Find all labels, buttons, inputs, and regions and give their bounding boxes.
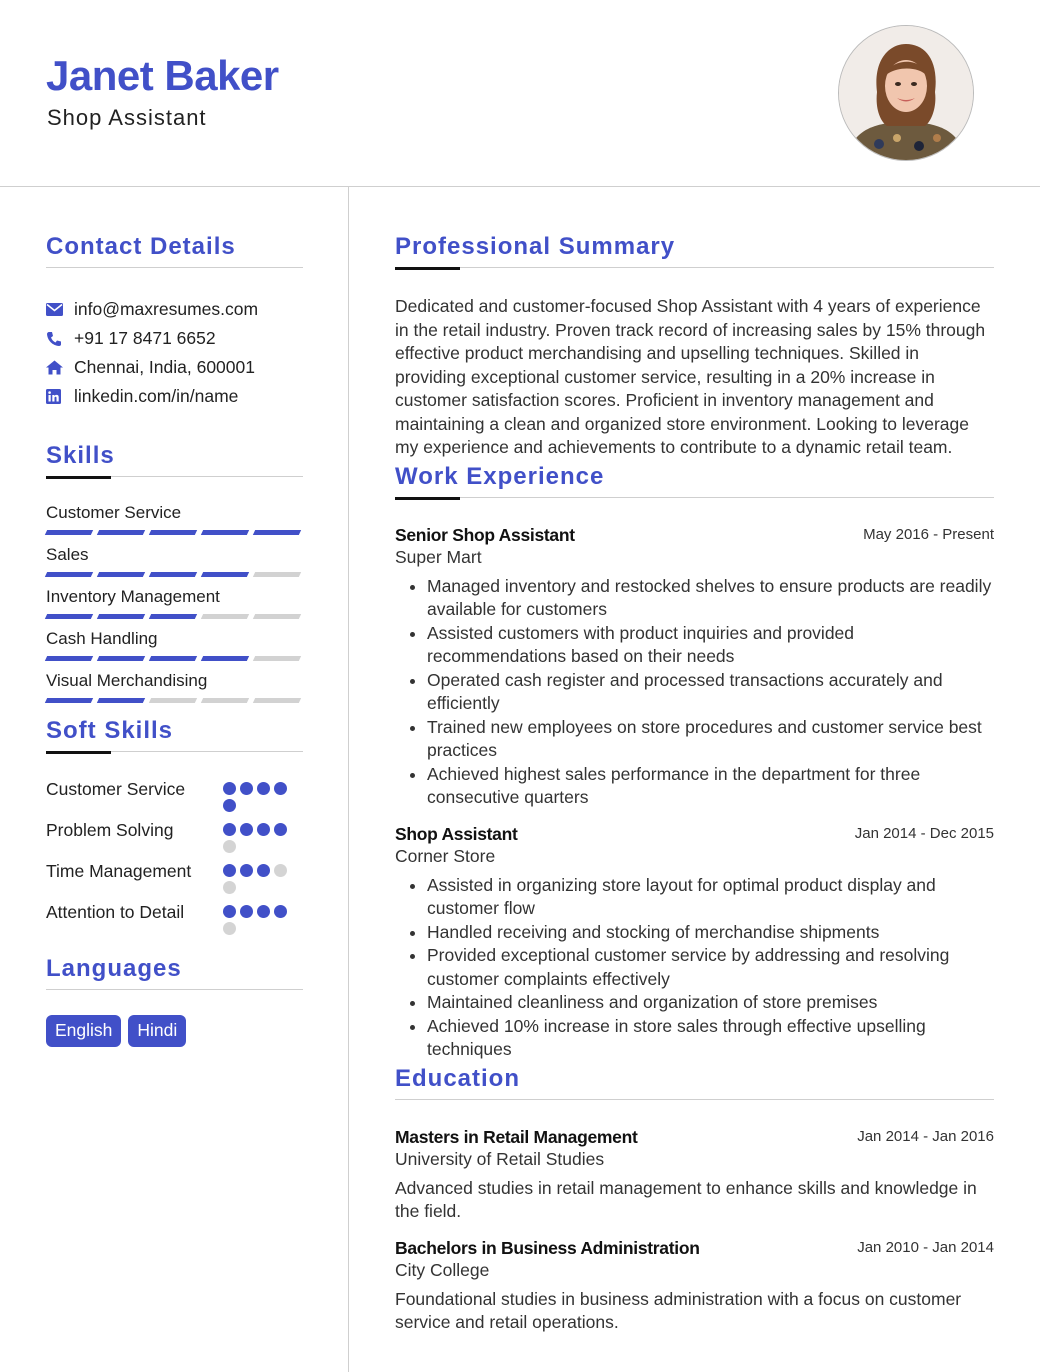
- skill-name: Customer Service: [46, 503, 182, 522]
- rating-segment-filled: [201, 572, 249, 577]
- education-entry: [395, 1238, 994, 1335]
- rating-dot-filled: [223, 905, 236, 918]
- soft-skill-name: Customer Service: [46, 779, 186, 799]
- soft-skill-item: [46, 900, 303, 935]
- rating-dot-filled: [257, 864, 270, 877]
- education-entry: [395, 1127, 994, 1224]
- contact-section: [46, 233, 303, 411]
- list-item: • Achieved 10% increase in store sales through effective upselling techniques: [427, 1015, 994, 1062]
- degree-title: Bachelors in Business Administration: [395, 1237, 700, 1258]
- section-title-summary: Professional Summary: [395, 233, 676, 260]
- rating-dot-filled: [274, 823, 287, 836]
- skill-item: [46, 545, 303, 577]
- phone-icon: [46, 331, 74, 347]
- job-title: Senior Shop Assistant: [395, 524, 575, 545]
- section-divider: [46, 476, 303, 478]
- list-item: • Assisted customers with product inquiries and provided recommendations based on their needs: [427, 622, 994, 669]
- rating-segment-filled: [97, 698, 145, 703]
- rating-dot-filled: [240, 905, 253, 918]
- rating-segment-filled: [45, 698, 93, 703]
- skill-name: Sales: [46, 545, 89, 564]
- rating-dot-filled: [240, 864, 253, 877]
- skills-list: [46, 503, 303, 703]
- summary-text: Dedicated and customer-focused Shop Assistant with 4 years of experience in the retail industry. Proven track record of increasing sales by 15% through effective product merchandising and upselling techniques. Skilled in providing exceptional customer service, resulting in a 20% increase in customer satisfaction scores. Proficient in inventory management and maintaining a clean and organized store environment. Looking to leverage my experience and achievements to contribute to a dynamic retail team.: [395, 296, 986, 457]
- soft-skill-name: Problem Solving: [46, 820, 174, 840]
- rating-dot-filled: [223, 864, 236, 877]
- left-column: [46, 187, 303, 1047]
- rating-dot-empty: [223, 840, 236, 853]
- soft-skill-rating: [223, 900, 303, 935]
- skill-item: [46, 671, 303, 703]
- section-divider: [395, 497, 994, 499]
- language-tag-english: English: [46, 1015, 121, 1047]
- rating-dot-filled: [257, 823, 270, 836]
- contact-location: [46, 353, 303, 382]
- rating-segment-filled: [253, 530, 301, 535]
- soft-skill-item: [46, 859, 303, 894]
- skill-rating-bar: [46, 698, 303, 703]
- rating-dot-filled: [274, 782, 287, 795]
- skill-item: [46, 629, 303, 661]
- job-company: Super Mart: [395, 546, 482, 567]
- degree-date: Jan 2014 - Jan 2016: [857, 1127, 994, 1145]
- degree-title: Masters in Retail Management: [395, 1126, 638, 1147]
- section-divider: [395, 267, 994, 269]
- skill-rating-bar: [46, 572, 303, 577]
- rating-segment-filled: [201, 530, 249, 535]
- soft-skill-name: Time Management: [46, 861, 192, 881]
- rating-dot-filled: [223, 823, 236, 836]
- section-title-soft-skills: Soft Skills: [46, 717, 174, 744]
- contact-phone[interactable]: [46, 324, 303, 353]
- degree-description: Advanced studies in retail management to enhance skills and knowledge in the field.: [395, 1177, 977, 1221]
- rating-segment-filled: [97, 656, 145, 661]
- list-item: • Provided exceptional customer service by addressing and resolving customer complaints effectively: [427, 944, 994, 991]
- section-divider: [46, 989, 303, 991]
- skill-rating-bar: [46, 656, 303, 661]
- contact-linkedin[interactable]: [46, 382, 303, 411]
- skill-item: [46, 503, 303, 535]
- profile-photo: [838, 25, 974, 161]
- contact-linkedin-text: linkedin.com/in/name: [74, 386, 239, 406]
- rating-segment-filled: [149, 614, 197, 619]
- section-divider: [46, 267, 303, 269]
- job-bullets: [395, 874, 994, 1062]
- rating-dot-filled: [240, 782, 253, 795]
- school-name: University of Retail Studies: [395, 1148, 605, 1169]
- skill-rating-bar: [46, 614, 303, 619]
- school-name: City College: [395, 1259, 490, 1280]
- list-item: • Assisted in organizing store layout for optimal product display and customer flow: [427, 874, 994, 921]
- soft-skill-rating: [223, 777, 303, 812]
- skills-section: [46, 442, 303, 703]
- degree-description: Foundational studies in business administration with a focus on customer service and retail operations.: [395, 1288, 962, 1332]
- contact-location-text: Chennai, India, 600001: [74, 357, 255, 377]
- list-item: • Maintained cleanliness and organization of store premises: [427, 991, 994, 1015]
- summary-section: [395, 233, 994, 460]
- rating-segment-filled: [45, 572, 93, 577]
- skill-name: Visual Merchandising: [46, 671, 208, 690]
- column-divider: [348, 187, 349, 1372]
- job-date: May 2016 - Present: [863, 525, 994, 543]
- rating-segment-filled: [97, 614, 145, 619]
- section-title-languages: Languages: [46, 955, 182, 982]
- rating-segment-filled: [149, 530, 197, 535]
- rating-segment-filled: [201, 656, 249, 661]
- rating-segment-empty: [253, 614, 301, 619]
- education-section: [395, 1065, 994, 1335]
- rating-segment-empty: [253, 656, 301, 661]
- rating-segment-filled: [45, 614, 93, 619]
- soft-skill-rating: [223, 859, 303, 894]
- rating-segment-filled: [149, 656, 197, 661]
- email-icon: [46, 303, 74, 316]
- right-column: [395, 187, 994, 1335]
- rating-segment-empty: [201, 698, 249, 703]
- candidate-title: Shop Assistant: [47, 105, 207, 130]
- rating-dot-empty: [223, 881, 236, 894]
- skill-item: [46, 587, 303, 619]
- linkedin-icon: [46, 389, 74, 404]
- rating-segment-filled: [97, 530, 145, 535]
- soft-skill-item: [46, 818, 303, 853]
- rating-segment-empty: [201, 614, 249, 619]
- job-bullets: [395, 575, 994, 810]
- contact-email-text: info@maxresumes.com: [74, 299, 259, 319]
- rating-segment-filled: [45, 530, 93, 535]
- skill-name: Cash Handling: [46, 629, 158, 648]
- experience-entry: [395, 824, 994, 1062]
- list-item: • Achieved highest sales performance in the department for three consecutive quarters: [427, 763, 994, 810]
- soft-skill-rating: [223, 818, 303, 853]
- rating-segment-filled: [45, 656, 93, 661]
- skill-rating-bar: [46, 530, 303, 535]
- job-title: Shop Assistant: [395, 823, 518, 844]
- rating-dot-filled: [240, 823, 253, 836]
- list-item: • Operated cash register and processed transactions accurately and efficiently: [427, 669, 994, 716]
- rating-dot-empty: [274, 864, 287, 877]
- rating-segment-empty: [253, 572, 301, 577]
- section-divider: [46, 751, 303, 753]
- soft-skill-item: [46, 777, 303, 812]
- section-divider: [395, 1099, 994, 1101]
- list-item: • Trained new employees on store procedures and customer service best practices: [427, 716, 994, 763]
- languages-section: [46, 955, 303, 1047]
- rating-dot-empty: [223, 922, 236, 935]
- degree-date: Jan 2010 - Jan 2014: [857, 1238, 994, 1256]
- contact-phone-text: +91 17 8471 6652: [74, 328, 216, 348]
- list-item: • Managed inventory and restocked shelves to ensure products are readily available for customers: [427, 575, 994, 622]
- rating-dot-filled: [257, 905, 270, 918]
- rating-segment-empty: [149, 698, 197, 703]
- rating-dot-filled: [223, 782, 236, 795]
- contact-email[interactable]: [46, 295, 303, 324]
- rating-dot-filled: [223, 799, 236, 812]
- soft-skills-section: [46, 717, 303, 935]
- section-title-contact: Contact Details: [46, 233, 236, 260]
- section-title-skills: Skills: [46, 442, 115, 469]
- resume-header: [0, 0, 1040, 187]
- section-title-education: Education: [395, 1064, 521, 1092]
- soft-skills-list: [46, 777, 303, 935]
- section-title-experience: Work Experience: [395, 462, 605, 490]
- rating-segment-filled: [149, 572, 197, 577]
- rating-segment-empty: [253, 698, 301, 703]
- soft-skill-name: Attention to Detail: [46, 902, 185, 922]
- experience-section: [395, 463, 994, 1062]
- language-tags: [46, 1015, 303, 1047]
- experience-entry: [395, 525, 994, 810]
- skill-name: Inventory Management: [46, 587, 220, 606]
- rating-dot-filled: [257, 782, 270, 795]
- home-icon: [46, 360, 74, 375]
- candidate-name: Janet Baker: [46, 52, 279, 99]
- language-tag-hindi: Hindi: [128, 1015, 186, 1047]
- job-company: Corner Store: [395, 845, 496, 866]
- rating-dot-filled: [274, 905, 287, 918]
- rating-segment-filled: [97, 572, 145, 577]
- list-item: • Handled receiving and stocking of merchandise shipments: [427, 921, 994, 945]
- job-date: Jan 2014 - Dec 2015: [854, 824, 994, 842]
